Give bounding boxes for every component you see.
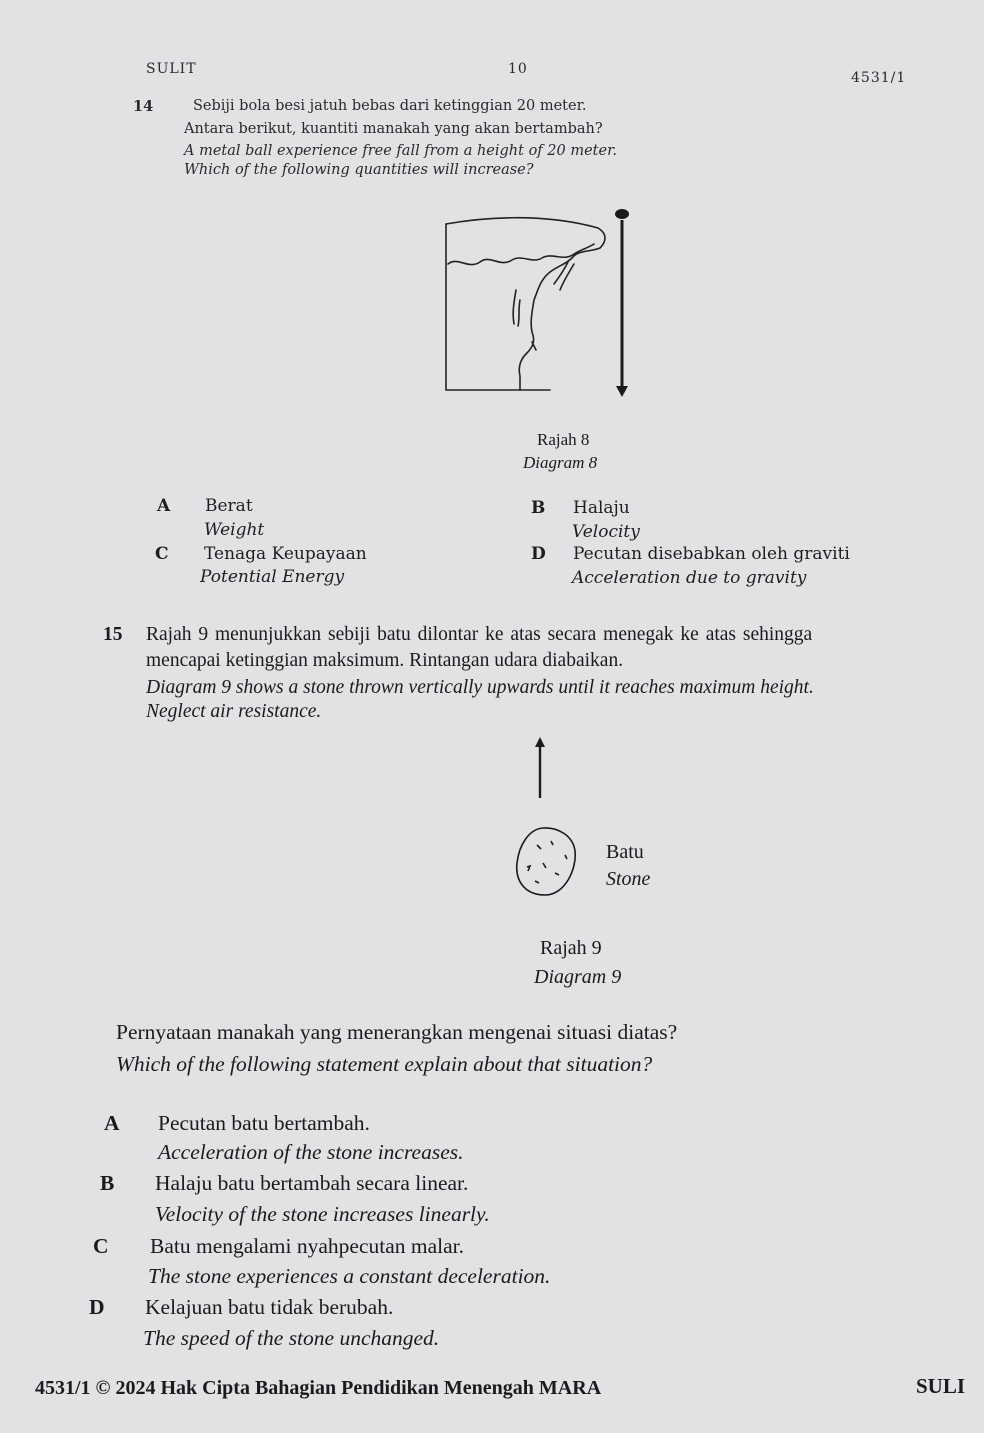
footer-sulit: SULI xyxy=(916,1374,966,1398)
q15-text-en-1: Diagram 9 shows a stone thrown vertically upwards until it reaches maximum height. xyxy=(146,677,814,698)
stone-label-ms: Batu xyxy=(606,841,644,863)
header-sulit: SULIT xyxy=(146,61,197,77)
metal-ball-icon xyxy=(615,209,629,219)
q15-option-a-letter: A xyxy=(104,1111,120,1135)
q14-option-c-letter: C xyxy=(155,544,169,564)
q15-option-a-en: Acceleration of the stone increases. xyxy=(158,1140,464,1164)
q15-option-d-en: The speed of the stone unchanged. xyxy=(143,1326,440,1350)
q14-option-c-en: Potential Energy xyxy=(200,567,345,587)
q15-text-ms-2: mencapai ketinggian maksimum. Rintangan udara diabaikan. xyxy=(146,650,624,671)
q15-text-ms-1: Rajah 9 menunjukkan sebiji batu dilontar ke atas secara menegak ke atas sehingga xyxy=(146,624,813,645)
paper-code: 4531/1 xyxy=(851,70,907,86)
q14-option-c-ms: Tenaga Keupayaan xyxy=(204,544,367,564)
q14-text-en-2: Which of the following quantities will increase? xyxy=(184,162,534,178)
q15-option-b-letter: B xyxy=(100,1171,115,1195)
diagram-9-caption-ms: Rajah 9 xyxy=(540,937,602,959)
q14-text-ms-1: Sebiji bola besi jatuh bebas dari ketinggian 20 meter. xyxy=(193,98,587,114)
cliff-drawing xyxy=(446,218,605,390)
diagram-9-figure xyxy=(505,735,585,905)
q14-text-ms-2: Antara berikut, kuantiti manakah yang akan bertambah? xyxy=(184,121,603,137)
diagram-8-figure xyxy=(440,200,640,400)
q15-option-d-ms: Kelajuan batu tidak berubah. xyxy=(145,1295,394,1319)
q14-option-b-ms: Halaju xyxy=(573,498,630,518)
q15-question-ms: Pernyataan manakah yang menerangkan mengenai situasi diatas? xyxy=(116,1020,678,1044)
q15-option-d-letter: D xyxy=(89,1295,105,1319)
q15-option-b-en: Velocity of the stone increases linearly. xyxy=(155,1202,490,1226)
diagram-8-caption-ms: Rajah 8 xyxy=(537,430,590,449)
stone-icon xyxy=(517,828,575,895)
q14-number: 14 xyxy=(133,98,154,115)
stone-label-en: Stone xyxy=(606,868,651,890)
q14-option-d-en: Acceleration due to gravity xyxy=(572,568,807,588)
q15-option-c-letter: C xyxy=(93,1234,109,1258)
q15-text-en-2: Neglect air resistance. xyxy=(146,701,322,722)
q15-option-c-en: The stone experiences a constant deceleration. xyxy=(148,1264,551,1288)
q14-option-b-letter: B xyxy=(531,498,546,518)
q15-question-en: Which of the following statement explain about that situation? xyxy=(116,1052,653,1076)
diagram-9-caption-en: Diagram 9 xyxy=(534,966,622,988)
q15-option-a-ms: Pecutan batu bertambah. xyxy=(158,1111,370,1135)
q14-option-a-en: Weight xyxy=(204,520,265,540)
footer-copyright: 4531/1 © 2024 Hak Cipta Bahagian Pendidikan Menengah MARA xyxy=(35,1377,602,1399)
diagram-8-caption-en: Diagram 8 xyxy=(523,453,598,472)
q14-option-d-letter: D xyxy=(531,544,546,564)
q14-option-b-en: Velocity xyxy=(572,522,640,542)
q14-option-a-letter: A xyxy=(157,496,171,516)
q14-option-d-ms: Pecutan disebabkan oleh graviti xyxy=(573,544,850,564)
q14-text-en-1: A metal ball experience free fall from a height of 20 meter. xyxy=(184,143,618,159)
q15-number: 15 xyxy=(103,624,123,645)
q15-option-b-ms: Halaju batu bertambah secara linear. xyxy=(155,1171,469,1195)
page-number: 10 xyxy=(508,61,528,77)
q15-option-c-ms: Batu mengalami nyahpecutan malar. xyxy=(150,1234,465,1258)
q14-option-a-ms: Berat xyxy=(205,496,253,516)
